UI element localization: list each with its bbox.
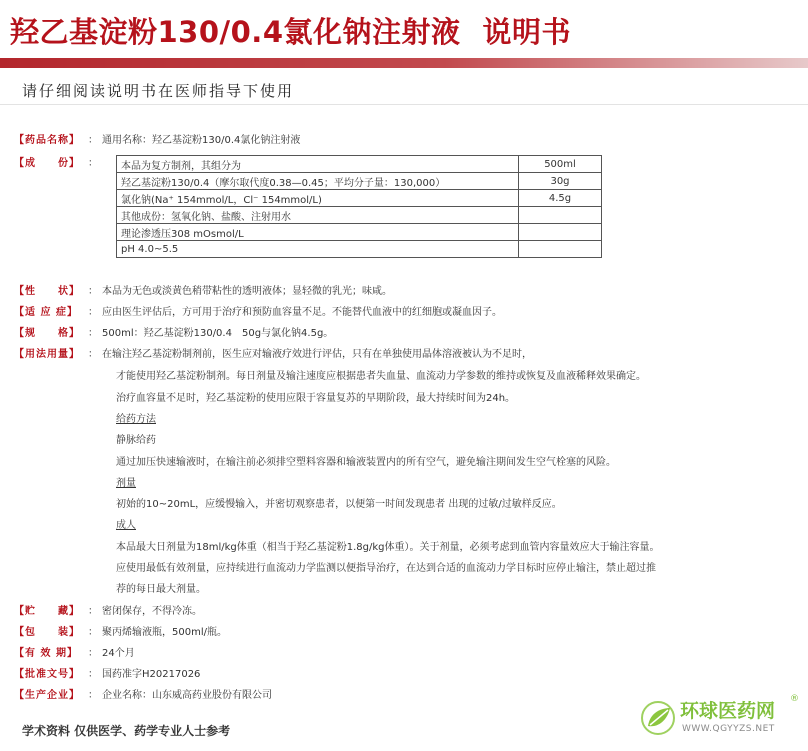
table-row: [117, 173, 602, 190]
package-value: 聚丙烯输液瓶，500ml/瓶。: [102, 627, 227, 638]
validity-row: 【有 效 期】 ： 24个月: [14, 648, 135, 659]
indications-row: 【适 应 症】 ： 应由医生评估后，方可用于治疗和预防血容量不足。不能替代血液中的红细胞或凝血因子。: [14, 307, 502, 318]
adult-line: 应使用最低有效剂量，应持续进行血流动力学监测以便指导治疗，在达到合适的血流动力学目标时应停止输注，禁止超过推: [116, 563, 656, 574]
specification-value: 500ml：羟乙基淀粉130/0.4 50g与氯化钠4.5g。: [102, 328, 334, 339]
composition-amount: [519, 207, 602, 224]
administration-route: 静脉给药: [116, 435, 156, 446]
composition-amount: 4.5g: [519, 190, 602, 207]
watermark-name: 环球医药网: [680, 700, 776, 722]
administration-text: 通过加压快速输液时，在输注前必须排空塑料容器和输液装置内的所有空气，避免输注期间发生空气栓塞的风险。: [116, 457, 616, 468]
drug-name-row: 【药品名称】 ： 通用名称：羟乙基淀粉130/0.4氯化钠注射液: [14, 135, 301, 146]
specification-row: 【规 格】 ： 500ml：羟乙基淀粉130/0.4 50g与氯化钠4.5g。: [14, 328, 334, 339]
storage-label: 【贮 藏】: [14, 606, 80, 617]
validity-value: 24个月: [102, 648, 135, 659]
composition-text: 理论渗透压308 mOsmol/L: [117, 224, 519, 241]
storage-value: 密闭保存，不得冷冻。: [102, 606, 202, 617]
approval-value: 国药准字H20217026: [102, 669, 201, 680]
composition-amount: [519, 224, 602, 241]
approval-label: 【批准文号】: [14, 669, 80, 680]
dosage-line: 治疗血容量不足时，羟乙基淀粉的使用应限于容量复苏的早期阶段，最大持续时间为24h。: [116, 393, 516, 404]
composition-text: 其他成份：氢氧化钠、盐酸、注射用水: [117, 207, 519, 224]
title-subtitle: 说明书: [482, 15, 572, 49]
drug-name-value: 通用名称：羟乙基淀粉130/0.4氯化钠注射液: [102, 135, 301, 146]
manufacturer-label: 【生产企业】: [14, 690, 80, 701]
storage-row: 【贮 藏】 ： 密闭保存，不得冷冻。: [14, 606, 202, 617]
composition-text: 本品为复方制剂，其组分为: [117, 156, 519, 173]
watermark-url: WWW.QGYYZS.NET: [682, 724, 775, 734]
dosage-line: 在输注羟乙基淀粉制剂前，医生应对输液疗效进行评估，只有在单独使用晶体溶液被认为不足时，: [102, 349, 532, 360]
indications-label: 【适 应 症】: [14, 307, 78, 318]
indications-value: 应由医生评估后，方可用于治疗和预防血容量不足。不能替代血液中的红细胞或凝血因子。: [102, 307, 502, 318]
table-row: [117, 241, 602, 258]
table-row: [117, 156, 602, 173]
dose-text: 初始的10~20mL，应缓慢输入，并密切观察患者，以便第一时间发现患者 出现的过敏/过敏样反应。: [116, 499, 562, 510]
adult-line: 荐的每日最大剂量。: [116, 584, 206, 595]
leaf-logo-icon: [640, 700, 676, 736]
manufacturer-row: 【生产企业】 ： 企业名称：山东威高药业股份有限公司: [14, 690, 272, 701]
watermark: [640, 694, 808, 744]
divider: [0, 104, 808, 105]
composition-amount: [519, 241, 602, 258]
manufacturer-value: 企业名称：山东威高药业股份有限公司: [102, 690, 272, 701]
adult-line: 本品最大日剂量为18ml/kg体重（相当于羟乙基淀粉1.8g/kg体重）。关于剂量，必须考虑到血管内容量效应大于输注容量。: [116, 542, 660, 553]
composition-amount: 500ml: [519, 156, 602, 173]
usage-notice: 请仔细阅读说明书在医师指导下使用: [22, 82, 295, 100]
approval-row: 【批准文号】 ： 国药准字H20217026: [14, 669, 201, 680]
administration-heading: 给药方法: [116, 414, 156, 425]
composition-table: [116, 155, 602, 258]
package-label: 【包 装】: [14, 627, 80, 638]
adult-heading: 成人: [116, 520, 136, 531]
title-drug-name: 羟乙基淀粉130/0.4氯化钠注射液: [10, 15, 461, 49]
drug-name-label: 【药品名称】: [14, 135, 80, 146]
composition-label: 【成 份】: [14, 158, 80, 169]
title-underline-bar: [0, 58, 808, 68]
properties-value: 本品为无色或淡黄色稍带粘性的透明液体；显轻微的乳光；味咸。: [102, 286, 392, 297]
dosage-row: 【用法用量】 ： 在输注羟乙基淀粉制剂前，医生应对输液疗效进行评估，只有在单独使用晶体溶液被认为不足时，: [14, 349, 532, 360]
dosage-line: 才能使用羟乙基淀粉制剂。每日剂量及输注速度应根据患者失血量、血流动力学参数的维持或恢复及血液稀释效果确定。: [116, 371, 646, 382]
dosage-label: 【用法用量】: [14, 349, 80, 360]
document-title: [10, 8, 571, 56]
dose-heading: 剂量: [116, 478, 136, 489]
composition-text: 羟乙基淀粉130/0.4（摩尔取代度0.38—0.45；平均分子量：130,000）: [117, 173, 519, 190]
composition-amount: 30g: [519, 173, 602, 190]
composition-text: pH 4.0~5.5: [117, 241, 519, 258]
table-row: [117, 207, 602, 224]
registered-mark: ®: [790, 694, 799, 704]
specification-label: 【规 格】: [14, 328, 80, 339]
package-row: 【包 装】 ： 聚丙烯输液瓶，500ml/瓶。: [14, 627, 227, 638]
table-row: [117, 190, 602, 207]
composition-text: 氯化钠(Na⁺ 154mmol/L，Cl⁻ 154mmol/L): [117, 190, 519, 207]
composition-row: 【成 份】 ：: [14, 158, 98, 169]
footer-disclaimer: 学术资料 仅供医学、药学专业人士参考: [22, 724, 231, 738]
validity-label: 【有 效 期】: [14, 648, 78, 659]
properties-row: 【性 状】 ： 本品为无色或淡黄色稍带粘性的透明液体；显轻微的乳光；味咸。: [14, 286, 392, 297]
properties-label: 【性 状】: [14, 286, 80, 297]
table-row: [117, 224, 602, 241]
